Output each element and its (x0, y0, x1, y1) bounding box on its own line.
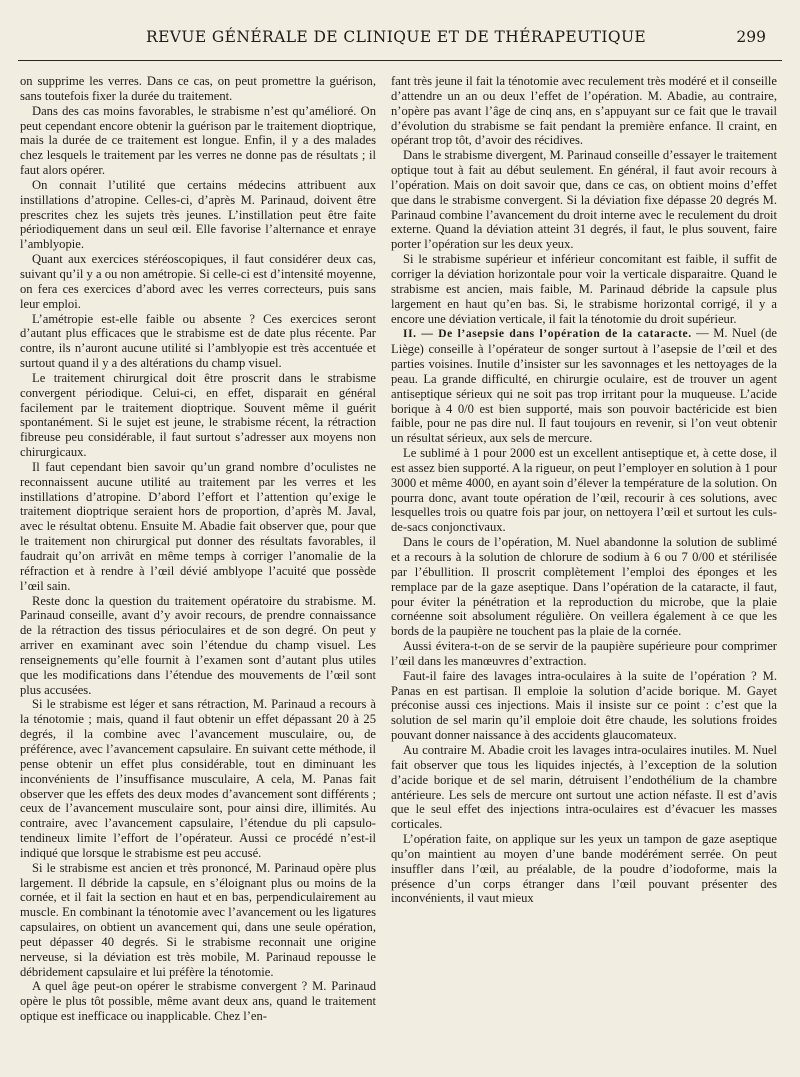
paragraph (20, 861, 376, 980)
paragraph (391, 639, 777, 669)
paragraph-text: Au contraire M. Abadie croit les lavages intra-oculaires inutiles. M. Nuel fait observer que tous les liquides injectés, à l’exception de la solution d’acide borique et de sel marin, détruisent l’endothélium de la chambre antérieure. Les sels de mercure ont surtout une action néfaste. Il est d’avis que le seul effet des injections intra-oculaires est d’évacuer les masses corticales. (391, 742, 777, 832)
page-number: 299 (736, 28, 766, 46)
right-column (391, 74, 777, 1069)
paragraph-text: Dans le strabisme divergent, M. Parinaud conseille d’essayer le traitement optique tout à fait au début seulement. En général, il faut avoir recours à l’opération. Mais on doit savoir que, dans ce cas, on obtient moins d’effet que dans le strabisme convergent. Si la déviation fixe dépasse 20 degrés M. Parinaud combine l’avancement du droit interne avec le reculement du droit externe. Quand la déviation atteint 31 degrés, il faut, le plus souvent, faire porter l’opération sur les deux yeux. (391, 148, 777, 252)
paragraph-text: L’opération faite, on applique sur les yeux un tampon de gaze aseptique qu’on maintient au moyen d’une bande modérément serrée. On peut insuffler dans l’œil, au préalable, de la poudre d’iodoforme, mais la présence d’un corps étranger dans l’œil pouvant présenter des inconvénients, il vaut mieux (391, 832, 777, 906)
paragraph (20, 594, 376, 698)
paragraph-text: Le sublimé à 1 pour 2000 est un excellent antiseptique et, à cette dose, il est assez bien supporté. A la rigueur, on peut l’employer en solution à 1 pour 3000 et même 4000, en ayant soin d’élever la température de la solution. On pourra donc, avant toute opération de l’œil, recourir à ces solutions, avec lesquelles trois ou quatre fois par jour, on nettoyera l’œil et surtout les culs-de-sacs conjonctivaux. (391, 446, 777, 535)
paragraph (20, 371, 376, 460)
page-header (18, 28, 784, 52)
paragraph (391, 326, 777, 446)
paragraph (391, 535, 777, 639)
paragraph-text: fant très jeune il fait la ténotomie avec reculement très modéré et il conseille d’attendre un an ou deux l’effet de l’opération. M. Abadie, au contraire, n’opère pas avant l’âge de cinq ans, en s’appuyant sur ce fait que le travail d’évolution du strabisme se fait pendant la première enfance. Il craint, en opérant trop tôt, d’avoir des récidives. (391, 74, 777, 148)
paragraph-text: Si le strabisme est léger et sans rétraction, M. Parinaud a recours à la ténotomie ; mais, quand il faut obtenir un effet dépassant 20 à 25 degrés, il la combine avec l’avancement musculaire, ou, de préférence, avec l’avancement capsulaire. En suivant cette méthode, il pense obtenir un effet plus considérable, tout en diminuant les inconvénients de l’insuffisance musculaire, A cela, M. Panas fait observer que les effets des deux modes d’avancement sont différents ; ceux de l’avancement musculaire sont, pour ainsi dire, illimités. Au contraire, avec l’avancement capsulaire, l’étendue du pli capsulo-tendineux limite l’effort de l’opérateur. Aussi ce procédé n’est-il indiqué que lorsque le strabisme est peu accusé. (20, 697, 376, 860)
running-title: REVUE GÉNÉRALE DE CLINIQUE ET DE THÉRAPEUTIQUE (146, 28, 647, 46)
paragraph (391, 252, 777, 326)
paragraph-text: Dans des cas moins favorables, le strabisme n’est qu’amélioré. On peut cependant encore obtenir la guérison par le traitement dioptrique, mais la durée de ce traitement est longue. Enfin, il y a des malades chez lesquels le traitement par les verres ne donne pas de résultats ; il faut alors opérer. (20, 103, 376, 178)
paragraph (20, 697, 376, 860)
paragraph (391, 74, 777, 148)
paragraph-text: A quel âge peut-on opérer le strabisme convergent ? M. Parinaud opère le plus tôt possible, même avant deux ans, quand le traitement optique est inefficace ou inapplicable. Chez l’en- (20, 979, 376, 1024)
section-heading: II. — De l’asepsie dans l’opération de la cataracte. (403, 328, 692, 341)
paragraph-text: On connait l’utilité que certains médecins attribuent aux instillations d’atropine. Celles-ci, d’après M. Parinaud, doivent être prescrites chez les sujets très jeunes. L’instillation peut être faite périodiquement dans un seul œil. Elle favorise l’alternance et enraye l’amblyopie. (20, 177, 376, 252)
paragraph (20, 252, 376, 311)
paragraph-text: Dans le cours de l’opération, M. Nuel abandonne la solution de sublimé et a recours à la solution de chlorure de sodium à 6 ou 7 0/00 et stérilisée par l’ébullition. Il proscrit complètement l’emploi des éponges et les remplace par de la gaze aseptique. Dans l’opération de la cataracte, il faut, pour éviter la pénétration et la reproduction du microbe, que la plaie cornéenne soit absolument régulière. On veillera également à ce que les bords de la paupière ne touchent pas la plaie de la cornée. (391, 535, 777, 639)
paragraph-text: Aussi évitera-t-on de se servir de la paupière supérieure pour comprimer l’œil dans les manœuvres d’extraction. (391, 639, 777, 668)
paragraph-text: L’amétropie est-elle faible ou absente ? Ces exercices seront d’autant plus efficaces que le strabisme est de date plus récente. Par contre, ils n’auront aucune utilité si l’amblyopie est très accentuée et surtout quand il y a des altérations du champ visuel. (20, 311, 376, 371)
header-rule (18, 60, 782, 61)
paragraph (391, 669, 777, 743)
paragraph (20, 460, 376, 594)
paragraph-text: Si le strabisme est ancien et très prononcé, M. Parinaud opère plus largement. Il débride la capsule, en s’éloignant plus ou moins de la cornée, et il fait la section en haut et en bas, perpendiculairement au muscle. En combinant la ténotomie avec l’avancement ou les ligatures capsulaires, on obtient un avancement qui, dans une seule opération, peut dépasser 40 degrés. Si le strabisme reconnait une origine nerveuse, si la déviation est très mobile, M. Parinaud repousse le débridement capsulaire et lui préfère la ténotomie. (20, 860, 376, 979)
paragraph (391, 743, 777, 832)
paragraph (20, 178, 376, 252)
paragraph-text: Le traitement chirurgical doit être proscrit dans le strabisme convergent périodique. Celui-ci, en effet, disparait en général facilement par le traitement dioptrique. Souvent même il guérit spontanément. Si le sujet est jeune, le strabisme récent, la rétraction fibreuse peu considérable, il faut surtout s’adresser aux moyens non chirurgicaux. (20, 370, 376, 460)
paragraph (20, 312, 376, 371)
paragraph-text: Si le strabisme supérieur et inférieur concomitant est faible, il suffit de corriger la déviation horizontale pour voir la verticale disparaitre. Quand le strabisme est ancien, mais faible, M. Parinaud débride la capsule plus largement en haut qu’en bas. Si, le strabisme horizontal corrigé, il y a encore une déviation verticale, il fait la ténotomie du droit supérieur. (391, 252, 777, 326)
paragraph (391, 148, 777, 252)
paragraph-text: — M. Nuel (de Liège) conseille à l’opérateur de songer surtout à l’asepsie de l’œil et des parties voisines. Inutile d’insister sur les savonnages et les nettoyages de la peau. La grande difficulté, en chirurgie oculaire, est de trouver un agent antiseptique sérieux qui ne soit pas trop irritant pour la muqueuse. L’acide borique à 4 0/0 est bien supporté, mais son pouvoir bactéricide est bien faible, pour ne pas dire nul. Il faut toujours en revenir, si l’on veut obtenir un résultat sérieux, aux sels de mercure. (391, 326, 777, 446)
paragraph (20, 104, 376, 178)
paragraph-text: on supprime les verres. Dans ce cas, on peut promettre la guérison, sans toutefois fixer la durée du traitement. (20, 74, 376, 103)
left-column (20, 74, 376, 1069)
paragraph-text: Reste donc la question du traitement opératoire du strabisme. M. Parinaud conseille, avant d’y avoir recours, de prendre connaissance de la rétraction des tissus périoculaires et de son degré. On peut y arriver en examinant avec soin l’étendue du champ visuel. Les renseignements qu’elle fournit à l’examen sont d’autant plus utiles que les modifications dans l’étendue des mouvements de l’œil sont plus accusées. (20, 593, 376, 697)
paragraph (391, 832, 777, 906)
paragraph (20, 74, 376, 104)
paragraph-text: Il faut cependant bien savoir qu’un grand nombre d’oculistes ne reconnaissent aucune utilité au traitement par les verres et les instillations d’atropine. D’abord l’effort et l’attention qu’exige le traitement dioptrique seraient hors de proportion, d’après M. Javal, avec le résultat obtenu. Ensuite M. Abadie fait observer que, pour que le traitement non chirurgical put donner des résultats favorables, il faudrait qu’on arrivât en même temps à corriger l’anomalie de la réfraction et à rendre à l’œil dévié amblyope l’acuité que possède l’œil sain. (20, 459, 376, 593)
paragraph-text: Faut-il faire des lavages intra-oculaires à la suite de l’opération ? M. Panas en est partisan. Il emploie la solution d’acide borique. M. Gayet préconise aussi ces injections. Mais il insiste sur ce point : c’est que la solution de sel marin qu’il emploie doit être chaude, les solutions froides pouvant donner naissance à des accidents glaucomateux. (391, 668, 777, 743)
paragraph (391, 446, 777, 535)
paragraph-text: Quant aux exercices stéréoscopiques, il faut considérer deux cas, suivant qu’il y a ou non amétropie. Si celle-ci est d’intensité moyenne, on fera ces exercices d’abord avec les verres correcteurs, puis sans leur emploi. (20, 252, 376, 311)
paragraph (20, 979, 376, 1024)
